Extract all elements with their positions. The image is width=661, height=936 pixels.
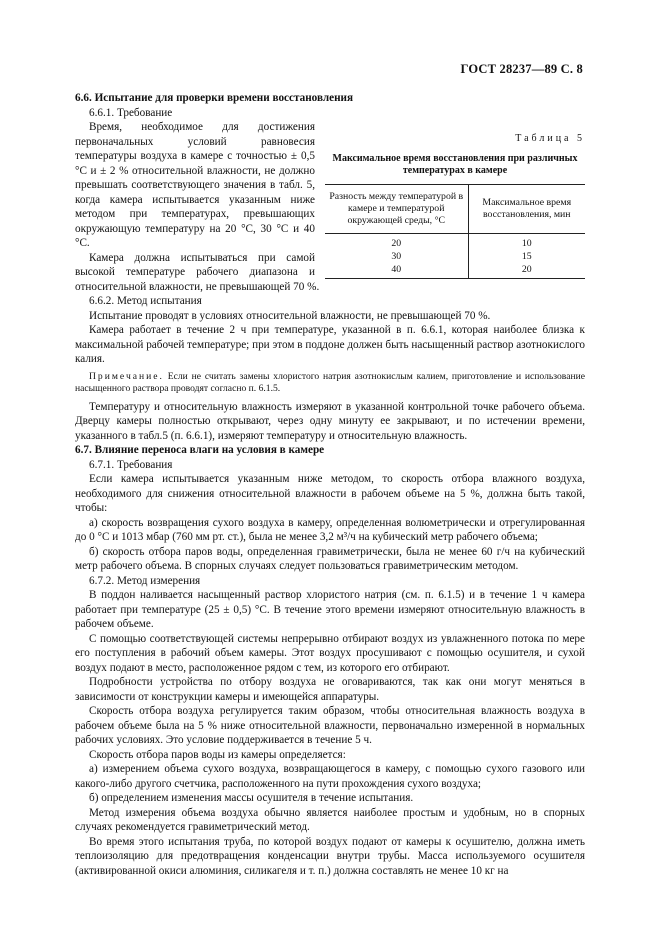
- note: [75, 371, 585, 396]
- table-label: Таблица 5: [515, 133, 585, 144]
- section-6-6-2-title: 6.6.2. Метод испытания: [89, 295, 202, 307]
- page-header: ГОСТ 28237—89 С. 8: [460, 62, 583, 76]
- section-6-7-1-title: 6.7.1. Требования: [89, 458, 173, 471]
- note-text: Если не считать замены хлористого натрия азотнокислым калием, приготовление и использование насыщенного раствора проводят согласно п. 6.1.5.: [75, 370, 585, 395]
- section-6-7-2-title: 6.7.2. Метод измерения: [89, 574, 201, 587]
- paragraph: Испытание проводят в условиях относительной влажности, не превышающей 70 %.: [89, 309, 491, 322]
- table-row: [325, 233, 585, 250]
- table-row: [325, 250, 585, 263]
- table-cell: 15: [521, 250, 532, 262]
- paragraph: Скорость отбора паров воды из камеры определяется:: [89, 748, 346, 761]
- note-label: Примечание.: [89, 370, 164, 382]
- table-5: [325, 132, 585, 279]
- table-cell: 10: [521, 237, 532, 249]
- paragraph: Камера должна испытываться при самой высокой температуре рабочего диапазона и относительной влажности, не превышающей 70 %.: [75, 251, 320, 293]
- paragraph: Время, необходимое для достижения первоначальных условий равновесия температуры воздуха в камере с точностью ± 0,5 °С и ± 2 % относительной влажности, не должно превышать соответствующего значения в табл. 5, когда камера испытывается указанным ниже методом при температурах, превышающих окружающую температуру на 20 °С, 30 °С и 40 °С.: [75, 121, 315, 249]
- paragraph: Температуру и относительную влажность измеряют в указанной контрольной точке рабочего объема. Дверцу камеры полностью открывают, через одну минуту ее закрывают, и по истечении времени, указанного в табл.5 (п. 6.6.1), измеряют температуру и относительную влажность.: [75, 400, 585, 442]
- table-cell: 40: [325, 263, 468, 279]
- section-6-6-heading: 6.6. Испытание для проверки времени восстановления: [75, 92, 354, 104]
- paragraph: Камера работает в течение 2 ч при температуре, указанной в п. 6.6.1, которая наиболее близка к максимальной рабочей температуре; при этом в поддоне должен быть насыщенный раствор азотнокислого калия.: [75, 324, 585, 365]
- table-row: [325, 263, 585, 279]
- paragraph: Метод измерения объема воздуха обычно является наиболее простым и удобным, но в спорных случаях рекомендуется гравиметрический метод.: [75, 806, 585, 834]
- column-header-temperature-difference: Разность между температурой в камере и температурой окружающей среды, °С: [325, 184, 468, 233]
- table-cell: 20: [325, 233, 468, 250]
- section-6-7-heading: 6.7. Влияние переноса влаги на условия в камере: [75, 444, 325, 457]
- list-item: а) скорость возвращения сухого воздуха в камеру, определенная волюметрически и отрегулированная до 0 °С и 1013 мбар (760 мм рт. ст.), была не менее 3,2 м³/ч на кубический метр рабочего объема;: [75, 516, 585, 544]
- section-6-6-1-title: 6.6.1. Требование: [89, 106, 173, 119]
- table-cell: 30: [325, 250, 468, 263]
- document-body: [75, 91, 585, 878]
- table-cell: 20: [468, 263, 585, 279]
- table-title: Максимальное время восстановления при различных температурах в камере: [332, 152, 578, 176]
- paragraph: С помощью соответствующей системы непрерывно отбирают воздух из увлажненного потока по мере его поступления в рабочий объем камеры. Этот воздух просушивают с помощью осушителя, и сухой воздух подают в место, расположенное рядом с тем, из которого его отбирают.: [75, 632, 585, 674]
- list-item: а) измерением объема сухого воздуха, возвращающегося в камеру, с помощью сухого газового или какого-либо другого счетчика, расположенного на пути прохождения сухого воздуха;: [75, 763, 585, 790]
- paragraph: Скорость отбора воздуха регулируется таким образом, чтобы относительная влажность воздуха в рабочем объеме была на 5 % ниже относительной влажности, первоначально измеренной в нормальных рабочих условиях. Это условие поддерживается в течение 5 ч.: [75, 705, 585, 747]
- column-header-recovery-time: Максимальное время восстановления, мин: [468, 184, 585, 233]
- paragraph: В поддон наливается насыщенный раствор хлористого натрия (см. п. 6.1.5) и в течение 1 ч камера работает при температуре (25 ± 0,5) °С. В течение этого времени измеряют относительную влажность в рабочем объеме.: [75, 589, 585, 631]
- paragraph: Во время этого испытания труба, по которой воздух подают от камеры к осушителю, должна иметь теплоизоляцию для предотвращения конденсации внутри трубы. Масса используемого осушителя (активированной окиси алюминия, силикагеля и т. п.) должна составлять не менее 10 кг на: [75, 835, 585, 877]
- list-item: б) скорость отбора паров воды, определенная гравиметрически, была не менее 60 г/ч на кубический метр рабочего объема. В спорных случаях следует пользоваться гравиметрическим методом.: [75, 545, 585, 573]
- recovery-time-table: [325, 184, 585, 279]
- paragraph: Если камера испытывается указанным ниже методом, то скорость отбора влажного воздуха, необходимого для снижения относительной влажности в рабочем объеме на 5 %, должна быть такой, чтобы:: [75, 473, 585, 515]
- paragraph: Подробности устройства по отбору воздуха не оговариваются, так как они могут меняться в зависимости от конструкции камеры и имеющейся аппаратуры.: [75, 676, 585, 703]
- list-item: б) определением изменения массы осушителя в течение испытания.: [89, 792, 414, 805]
